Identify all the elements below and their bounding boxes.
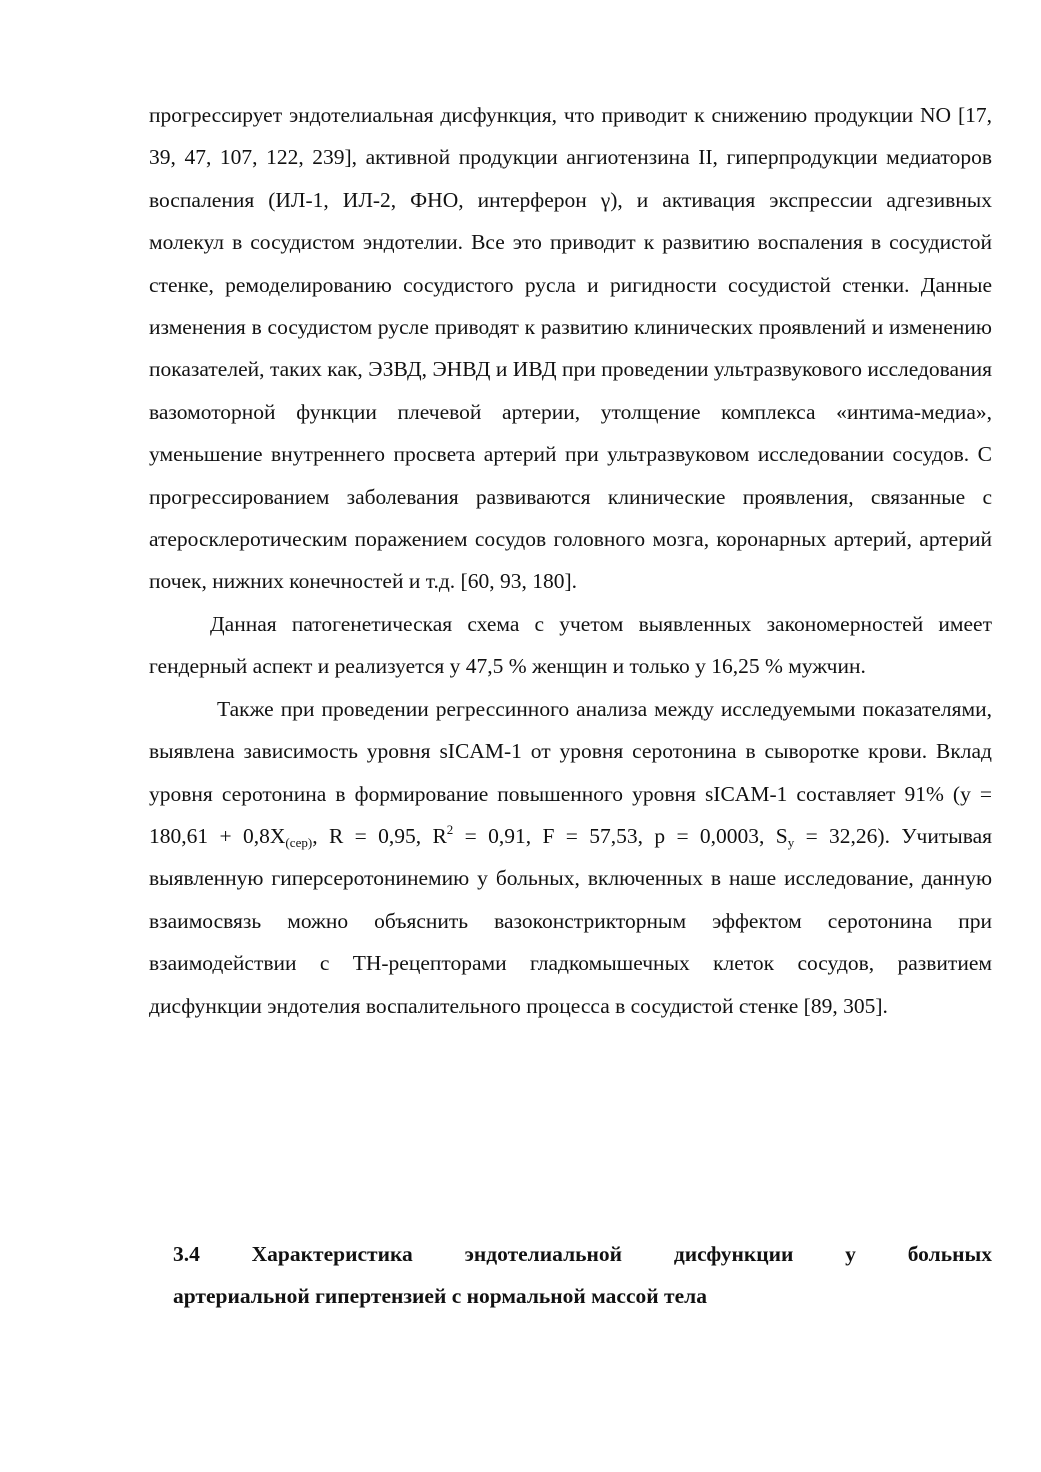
- paragraph-regression-analysis: [149, 688, 992, 1027]
- section-heading-line2: артериальной гипертензией с нормальной массой тела: [173, 1284, 707, 1309]
- regression-text-4: = 32,26). Учитывая выявленную гиперсеротонинемию у больных, включенных в наше исследование, данную взаимосвязь можно объяснить вазоконстрикторным эффектом серотонина при взаимодействии с ТН-рецепторами гладкомышечных клеток сосудов, развитием дисфункции эндотелия воспалительного процесса в сосудистой стенке [89, 305].: [149, 823, 992, 1018]
- regression-text-2: , R = 0,95, R: [312, 823, 447, 848]
- document-body: [149, 94, 992, 1027]
- regression-text-3: = 0,91, F = 57,53, p = 0,0003, S: [453, 823, 788, 848]
- superscript-2: 2: [446, 821, 454, 837]
- heading-word-3: дисфункции: [673, 1242, 794, 1266]
- heading-word-1: Характеристика: [251, 1242, 413, 1266]
- paragraph-gender-aspect: Данная патогенетическая схема с учетом выявленных закономерностей имеет гендерный аспект и реализуется у 47,5 % женщин и только у 16,25 % мужчин.: [149, 611, 992, 679]
- subscript-y: y: [787, 834, 795, 850]
- section-heading-line1: [173, 1233, 992, 1275]
- regression-text-1: Также при проведении регрессинного анализа между исследуемыми показателями, выявлена зависимость уровня sICAM-1 от уровня серотонина в сыворотке крови. Вклад уровня серотонина в формирование повышенного уровня sICAM-1 составляет 91% (y = 180,61 + 0,8X: [149, 696, 992, 848]
- heading-word-5: больных: [907, 1242, 992, 1266]
- heading-word-4: у: [845, 1242, 856, 1266]
- section-heading: [173, 1233, 992, 1318]
- subscript-ser: (сер): [285, 834, 313, 850]
- heading-word-2: эндотелиальной: [464, 1242, 623, 1266]
- paragraph-endothelial-dysfunction: прогрессирует эндотелиальная дисфункция, что приводит к снижению продукции NO [17, 39, 47, 107, 122, 239], активной продукции ангиотензина II, гиперпродукции медиаторов воспаления (ИЛ-1, ИЛ-2, ФНО, интерферон γ), и активация экспрессии адгезивных молекул в сосудистом эндотелии. Все это приводит к развитию воспаления в сосудистой стенке, ремоделированию сосудистого русла и ригидности сосудистой стенки. Данные изменения в сосудистом русле приводят к развитию клинических проявлений и изменению показателей, таких как, ЭЗВД, ЭНВД и ИВД при проведении ультразвукового исследования вазомоторной функции плечевой артерии, утолщение комплекса «интима-медиа», уменьшение внутреннего просвета артерий при ультразвуковом исследовании сосудов. С прогрессированием заболевания развиваются клинические проявления, связанные с атеросклеротическим поражением сосудов головного мозга, коронарных артерий, артерий почек, нижних конечностей и т.д. [60, 93, 180].: [149, 103, 992, 594]
- section-number: 3.4: [173, 1242, 200, 1266]
